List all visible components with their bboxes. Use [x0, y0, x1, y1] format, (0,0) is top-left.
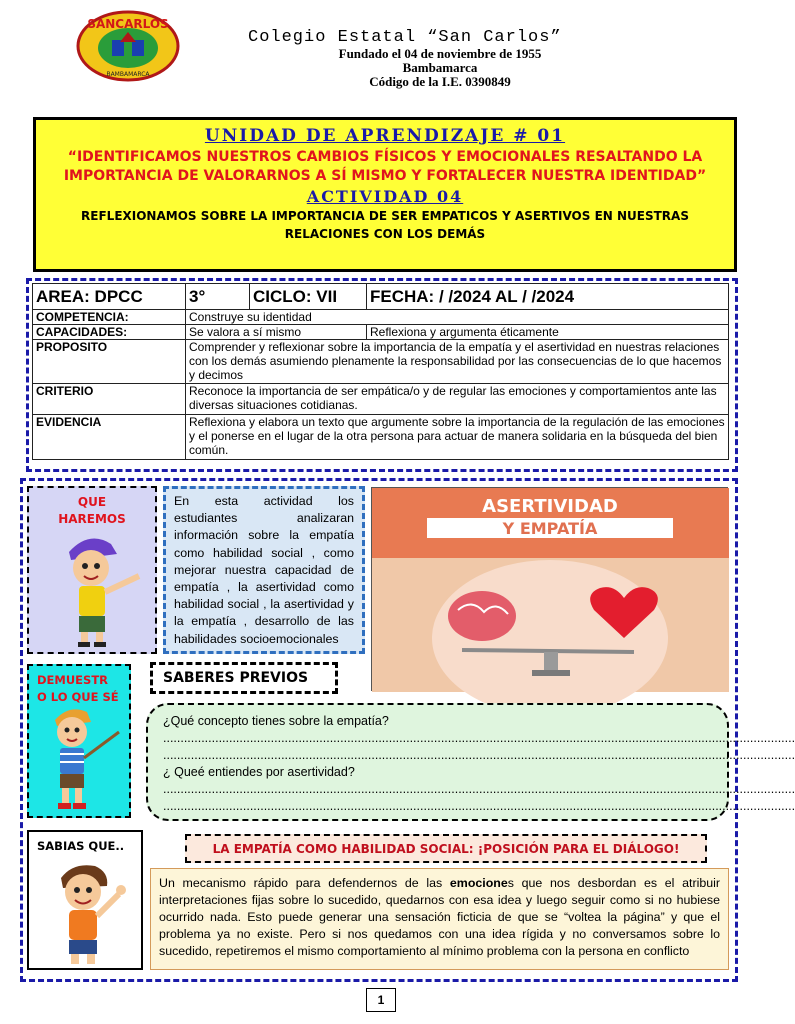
- answer-line-2[interactable]: ......................................................................................................................................................................................: [163, 748, 795, 762]
- capacidad-2: Reflexiona y argumenta éticamente: [367, 325, 729, 340]
- capacidades-label: CAPACIDADES:: [33, 325, 186, 340]
- logo-text: SANCARLOS: [87, 17, 169, 31]
- unit-title: UNIDAD DE APRENDIZAJE # 01: [204, 126, 566, 146]
- competencia-value: Construye su identidad: [186, 310, 729, 325]
- boy-pointer-illustration: [39, 702, 125, 814]
- criterio-label: CRITERIO: [33, 384, 186, 415]
- boy-pointing-illustration: [51, 530, 147, 650]
- answer-line-4[interactable]: ......................................................................................................................................................................................: [163, 799, 795, 813]
- sabias-que-label: SABIAS QUE..: [37, 839, 125, 853]
- activity-title: ACTIVIDAD 04: [306, 187, 464, 206]
- question-asertividad: ¿ Queé entiendes por asertividad?: [163, 765, 355, 779]
- sabias-que-box: [27, 830, 143, 970]
- poster-line2: Y EMPATÍA: [502, 519, 598, 538]
- poster-illustration: [372, 488, 729, 692]
- grade-cell: 3°: [186, 284, 250, 310]
- demuestro-label: DEMUESTR O LO QUE SÉ: [37, 673, 119, 704]
- school-logo: [76, 10, 180, 82]
- saberes-previos-title: SABERES PREVIOS: [150, 662, 338, 694]
- que-haremos-label: QUE HAREMOS: [58, 495, 126, 526]
- evidencia-label: EVIDENCIA: [33, 415, 186, 460]
- que-haremos-box: [27, 486, 157, 654]
- que-haremos-text: En esta actividad los estudiantes analizaran información sobre la empatía como habilidad social , como mejorar nuestra capacidad de empatía , la asertividad como habilidad social , la asertividad y la empatía , desarrollo de las habilidades socioemocionales: [163, 486, 365, 654]
- capacidad-1: Se valora a sí mismo: [186, 325, 367, 340]
- school-name: Colegio Estatal “San Carlos”: [248, 28, 562, 47]
- page-number: 1: [366, 988, 396, 1012]
- cycle-cell: CICLO: VII: [250, 284, 367, 310]
- school-code: Código de la I.E. 0390849: [369, 74, 511, 89]
- criterio-value: Reconoce la importancia de ser empática/o y de regular las emociones y comportamientos ante las diversas situaciones cotidianas.: [186, 384, 729, 415]
- date-cell: FECHA: / /2024 AL / /2024: [367, 284, 729, 310]
- boy-thumbs-up-illustration: [43, 858, 133, 968]
- info-table: [32, 283, 729, 460]
- competencia-label: COMPETENCIA:: [33, 310, 186, 325]
- empatia-section-text: Un mecanismo rápido para defendernos de las emociones que nos desbordan es el atribuir interpretaciones fijas sobre lo sucedido, quedarnos con esa idea y luego seguir como si no hubiese ocurrido nada. Esto puede generar una sensación ficticia de que se “voltea la página” y que el problema ya no existe. Pero si nos quedamos con una idea rígida y no conversamos sobre lo sucedido, repetiremos el mismo comportamiento al mínimo problema con la persona en conflicto: [150, 868, 729, 970]
- demuestro-box: [27, 664, 131, 818]
- area-cell: AREA: DPCC: [33, 284, 186, 310]
- empatia-section-title: LA EMPATÍA COMO HABILIDAD SOCIAL: ¡POSICIÓN PARA EL DIÁLOGO!: [185, 834, 707, 863]
- proposito-label: PROPOSITO: [33, 340, 186, 384]
- question-empatia: ¿Qué concepto tienes sobre la empatía?: [163, 714, 389, 728]
- saberes-previos-questions: [146, 703, 795, 821]
- unit-banner: [33, 117, 737, 272]
- activity-subtitle: REFLEXIONAMOS SOBRE LA IMPORTANCIA DE SER EMPATICOS Y ASERTIVOS EN NUESTRAS RELACIONES CON LOS DEMÁS: [81, 209, 689, 241]
- unit-subtitle: “IDENTIFICAMOS NUESTROS CAMBIOS FÍSICOS Y EMOCIONALES RESALTANDO LA IMPORTANCIA DE VALORARNOS A SÍ MISMO Y FORTALECER NUESTRA IDENTIDAD”: [63, 149, 707, 184]
- school-town: Bambamarca: [402, 60, 478, 75]
- school-founded: Fundado el 04 de noviembre de 1955: [338, 46, 542, 61]
- answer-line-1[interactable]: ......................................................................................................................................................................................: [163, 731, 795, 745]
- answer-line-3[interactable]: ......................................................................................................................................................................................: [163, 782, 795, 796]
- proposito-value: Comprender y reflexionar sobre la importancia de la empatía y el asertividad en nuestras relaciones con los demás asumiendo plenamente la responsabilidad por las consecuencias de lo que hacemos y decimos: [186, 340, 729, 384]
- asertividad-empatia-poster: [371, 487, 728, 691]
- evidencia-value: Reflexiona y elabora un texto que argumente sobre la importancia de la regulación de las emociones y el ponerse en el lugar de la otra persona para actuar de manera solidaria en la búsqueda del bien común.: [186, 415, 729, 460]
- brain-icon: [448, 591, 516, 641]
- logo-town: BAMBAMARCA: [106, 71, 150, 78]
- poster-line1: ASERTIVIDAD: [482, 496, 618, 517]
